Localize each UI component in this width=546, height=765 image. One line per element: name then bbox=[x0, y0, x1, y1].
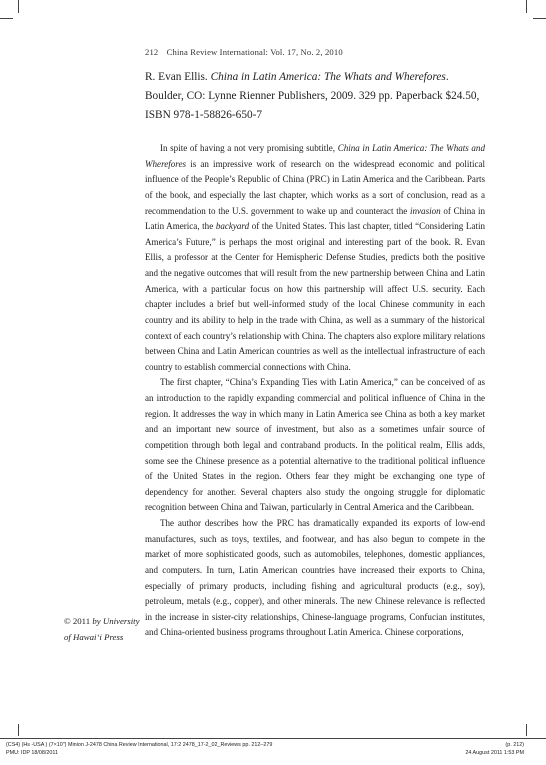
review-body bbox=[145, 141, 485, 641]
citation-publication-details: . Boulder, CO: Lynne Rienner Publishers, 2009. 329 pp. Paperback $24.50, ISBN 978-1-58826-650-7 bbox=[145, 71, 480, 122]
crop-mark-top-left bbox=[18, 0, 19, 13]
copyright-symbol-year: © 2011 bbox=[64, 616, 93, 626]
paragraph-3: The author describes how the PRC has dramatically expanded its exports of low-end manufactures, such as toys, textiles, and footwear, and has also begun to compete in the market of more sophisticated goods, such as automobiles, telephones, domestic appliances, and computers. In turn, Latin American countries have increased their exports to China, especially of primary products, including fishing and agricultural products (e.g., soy), petroleum, metals (e.g., copper), and other minerals. The new Chinese relevance is reflected in the increase in sister-city relationships, Chinese-language programs, Confucian institutes, and China-oriented business programs throughout Latin America. Chinese corporations, bbox=[145, 518, 485, 638]
crop-mark-top-right-h bbox=[533, 18, 546, 19]
footer-rule bbox=[0, 738, 546, 739]
running-header bbox=[145, 47, 343, 57]
paragraph-1 bbox=[145, 141, 485, 375]
copyright-line-2: of Hawai‘i Press bbox=[64, 631, 124, 642]
crop-mark-top-left-h bbox=[0, 18, 13, 19]
paragraph-2: The first chapter, “China’s Expanding Ties with Latin America,” can be conceived of as an introduction to the rapidly expanding commercial and political influence of China in the region. It addresses the way in which many in Latin America see China as both a key market and an important new source of investment, but also as a sometimes unfair source of competition through both legal and contraband products. In the political realm, Ellis adds, some see the Chinese presence as a potential alternative to the traditional political influence of the United States in the region. Others fear they might be exchanging one type of dependency for another. Several chapters also study the ongoing struggle for diplomatic recognition between China and Taiwan, particularly in Central America and the Caribbean. bbox=[145, 377, 485, 513]
paragraph-1-text-d: of the United States. This last chapter, titled “Considering Latin America’s Future,” is perhaps the most original and interesting part of the book. R. Evan Ellis, a professor at the Center for Hemispheric Defense Studies, predicts both the positive and the negative outcomes that will result from the new partnership between China and Latin America, with a particular focus on how this partnership will affect U.S. security. Each chapter includes a brief but well-informed study of the local Chinese community in each country and its ability to help in the trade with China, as well as a summary of the historical context of each country’s relationship with China. The chapters also explore military relations between China and Latin American countries as well as the intellectual infrastructure of each country to establish commercial connections with China. bbox=[145, 221, 485, 372]
footer-page-ref: (p. 212) bbox=[505, 742, 524, 748]
journal-title: China Review International: Vol. 17, No. 2, 2010 bbox=[166, 47, 343, 57]
book-citation bbox=[145, 68, 490, 126]
paragraph-1-emphasis-invasion: invasion bbox=[410, 205, 441, 216]
crop-mark-bottom-right bbox=[526, 724, 527, 736]
footer-row-1 bbox=[6, 741, 524, 749]
copyright-sidenote bbox=[64, 614, 144, 645]
paragraph-1-book-title: China in Latin America: The Whats and Wherefores bbox=[145, 143, 485, 169]
crop-mark-top-right bbox=[526, 0, 527, 13]
paragraph-1-text-b: is an impressive work of research on the widespread economic and political influence of the People’s Republic of China (PRC) in Latin America and the Caribbean. Parts of the book, and especially the last chapter, which works as a sort of conclusion, read as a recommendation to the U.S. government to wake up and counteract the bbox=[145, 158, 485, 216]
copyright-by: by University bbox=[92, 616, 140, 626]
paragraph-1-text-a: In spite of having a not very promising subtitle, bbox=[160, 143, 338, 153]
print-slug-footer bbox=[6, 741, 524, 758]
footer-pmu: PMU: IDP 18/08/2011 bbox=[6, 750, 58, 757]
paragraph-1-text-c: of China in Latin America, the bbox=[145, 205, 485, 232]
copyright-line-1 bbox=[64, 614, 144, 630]
citation-author: R. Evan Ellis. bbox=[145, 71, 211, 83]
crop-mark-bottom-left bbox=[18, 724, 19, 736]
footer-job-info: (CS4) (Hs -USA ) (7×10") Minion J-2478 China Review International, 17:2 2478_17-2_02_Reviews pp. 212–279 bbox=[6, 742, 273, 748]
footer-timestamp: 24 August 2011 1:53 PM bbox=[465, 750, 524, 757]
page-number: 212 bbox=[145, 47, 159, 57]
citation-book-title: China in Latin America: The Whats and Wherefores bbox=[210, 71, 446, 83]
paragraph-1-emphasis-backyard: backyard bbox=[215, 221, 250, 232]
footer-row-2 bbox=[6, 749, 524, 757]
